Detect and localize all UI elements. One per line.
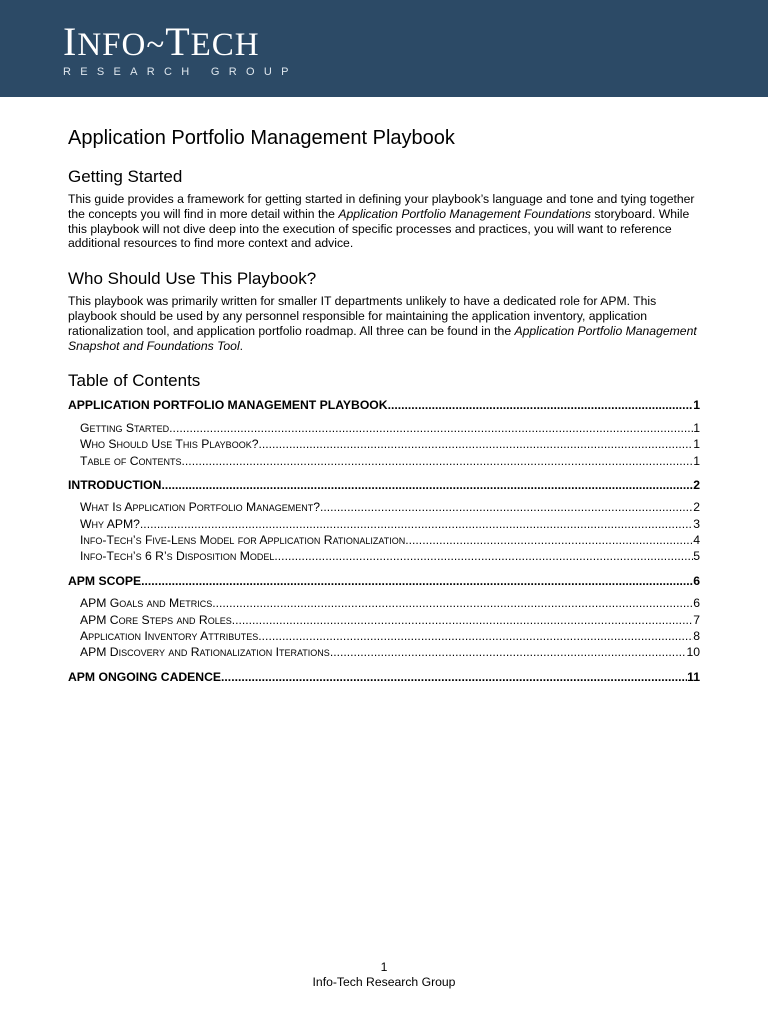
toc-entry-page: 1 bbox=[693, 420, 700, 435]
toc-entry-page: 10 bbox=[686, 645, 700, 660]
toc-entry-page: 7 bbox=[693, 612, 700, 627]
toc-entry-label: Getting Started bbox=[80, 420, 170, 435]
toc-entry-page: 2 bbox=[693, 500, 700, 515]
toc-entry-label: APM Core Steps and Roles bbox=[80, 612, 232, 627]
page-title: Application Portfolio Management Playbook bbox=[68, 127, 455, 149]
footer-org: Info-Tech Research Group bbox=[312, 975, 456, 989]
toc-entry-sub[interactable] bbox=[68, 453, 700, 469]
toc-entry-page: 5 bbox=[693, 549, 700, 564]
toc-leader-dots bbox=[182, 453, 694, 469]
toc-entry-sub[interactable] bbox=[68, 436, 700, 452]
toc-entry-sub[interactable] bbox=[68, 516, 700, 532]
logo-wordmark: INFO~TECH bbox=[63, 19, 260, 64]
section-heading-toc: Table of Contents bbox=[68, 371, 201, 391]
toc-entry-page: 1 bbox=[693, 453, 700, 468]
toc-entry-sub[interactable] bbox=[68, 628, 700, 644]
toc-entry-sub[interactable] bbox=[68, 549, 700, 565]
toc-entry-sub[interactable] bbox=[68, 420, 700, 436]
toc-entry-label: Application Inventory Attributes bbox=[80, 629, 259, 644]
toc-entry-label: Why APM? bbox=[80, 516, 140, 531]
toc-entry-label: Who Should Use This Playbook? bbox=[80, 437, 259, 452]
toc-leader-dots bbox=[232, 612, 694, 628]
logo-subtitle: RESEARCH GROUP bbox=[63, 66, 298, 78]
header-banner bbox=[0, 0, 768, 97]
paragraph-getting-started: This guide provides a framework for getting started in defining your playbook’s language and tone and tying together the concepts you will find in more detail within the Application Portfolio Management Foundations storyboard. While this playbook will not dive deep into the execution of specific processes and practices, you will want to reference additional resources to find more context and advice. bbox=[68, 192, 695, 251]
toc-leader-dots bbox=[221, 669, 687, 685]
toc-leader-dots bbox=[161, 477, 693, 493]
logo bbox=[63, 19, 298, 78]
toc-entry-label: APM ONGOING CADENCE bbox=[68, 669, 222, 684]
toc-leader-dots bbox=[141, 573, 693, 589]
toc-entry-label: What Is Application Portfolio Management? bbox=[80, 500, 320, 515]
toc-entry-page: 1 bbox=[693, 398, 700, 413]
toc-entry-page: 6 bbox=[693, 573, 700, 588]
toc-entry-label: Info-Tech’s Five-Lens Model for Application Rationalization bbox=[80, 533, 406, 548]
toc-leader-dots bbox=[405, 532, 693, 548]
toc-entry-label: Info-Tech’s 6 R’s Disposition Model bbox=[80, 549, 275, 564]
section-heading-getting-started: Getting Started bbox=[68, 167, 183, 186]
toc-entry-label: INTRODUCTION bbox=[68, 477, 162, 492]
toc-entry-page: 1 bbox=[693, 437, 700, 452]
toc-leader-dots bbox=[169, 420, 693, 436]
toc-entry-page: 4 bbox=[693, 533, 700, 548]
toc-entry-label: APM Goals and Metrics bbox=[80, 596, 213, 611]
toc-entry-main[interactable] bbox=[68, 397, 700, 413]
toc-entry-page: 8 bbox=[693, 629, 700, 644]
toc-entry-page: 2 bbox=[693, 477, 700, 492]
toc-entry-label: APM Discovery and Rationalization Iterations bbox=[80, 645, 330, 660]
toc-leader-dots bbox=[258, 628, 693, 644]
toc-entry-page: 6 bbox=[693, 596, 700, 611]
document-body bbox=[68, 126, 700, 685]
toc-entry-main[interactable] bbox=[68, 573, 700, 589]
toc-entry-sub[interactable] bbox=[68, 499, 700, 515]
toc-entry-sub[interactable] bbox=[68, 595, 700, 611]
toc-entry-page: 11 bbox=[687, 669, 700, 684]
section-heading-who-should: Who Should Use This Playbook? bbox=[68, 269, 317, 289]
toc-leader-dots bbox=[140, 516, 693, 532]
toc-entry-main[interactable] bbox=[68, 669, 700, 685]
table-of-contents bbox=[68, 397, 700, 685]
toc-leader-dots bbox=[388, 397, 694, 413]
toc-entry-label: Table of Contents bbox=[80, 453, 182, 468]
toc-entry-sub[interactable] bbox=[68, 612, 700, 628]
toc-leader-dots bbox=[330, 644, 687, 660]
paragraph-who-should: This playbook was primarily written for smaller IT departments unlikely to have a dedicated role for APM. This playbook should be used by any personnel responsible for maintaining the application inventory, application rationalization tool, and application portfolio roadmap. All three can be found in the Application Portfolio Management Snapshot and Foundations Tool. bbox=[68, 294, 697, 353]
toc-entry-label: APM SCOPE bbox=[68, 573, 142, 588]
toc-leader-dots bbox=[320, 499, 693, 515]
toc-entry-sub[interactable] bbox=[68, 644, 700, 660]
toc-leader-dots bbox=[274, 549, 693, 565]
toc-entry-label: APPLICATION PORTFOLIO MANAGEMENT PLAYBOOK bbox=[68, 398, 388, 413]
toc-entry-main[interactable] bbox=[68, 477, 700, 493]
toc-entry-sub[interactable] bbox=[68, 532, 700, 548]
toc-leader-dots bbox=[212, 595, 693, 611]
toc-entry-page: 3 bbox=[693, 516, 700, 531]
footer-page-number: 1 bbox=[380, 960, 388, 974]
toc-leader-dots bbox=[258, 436, 693, 452]
